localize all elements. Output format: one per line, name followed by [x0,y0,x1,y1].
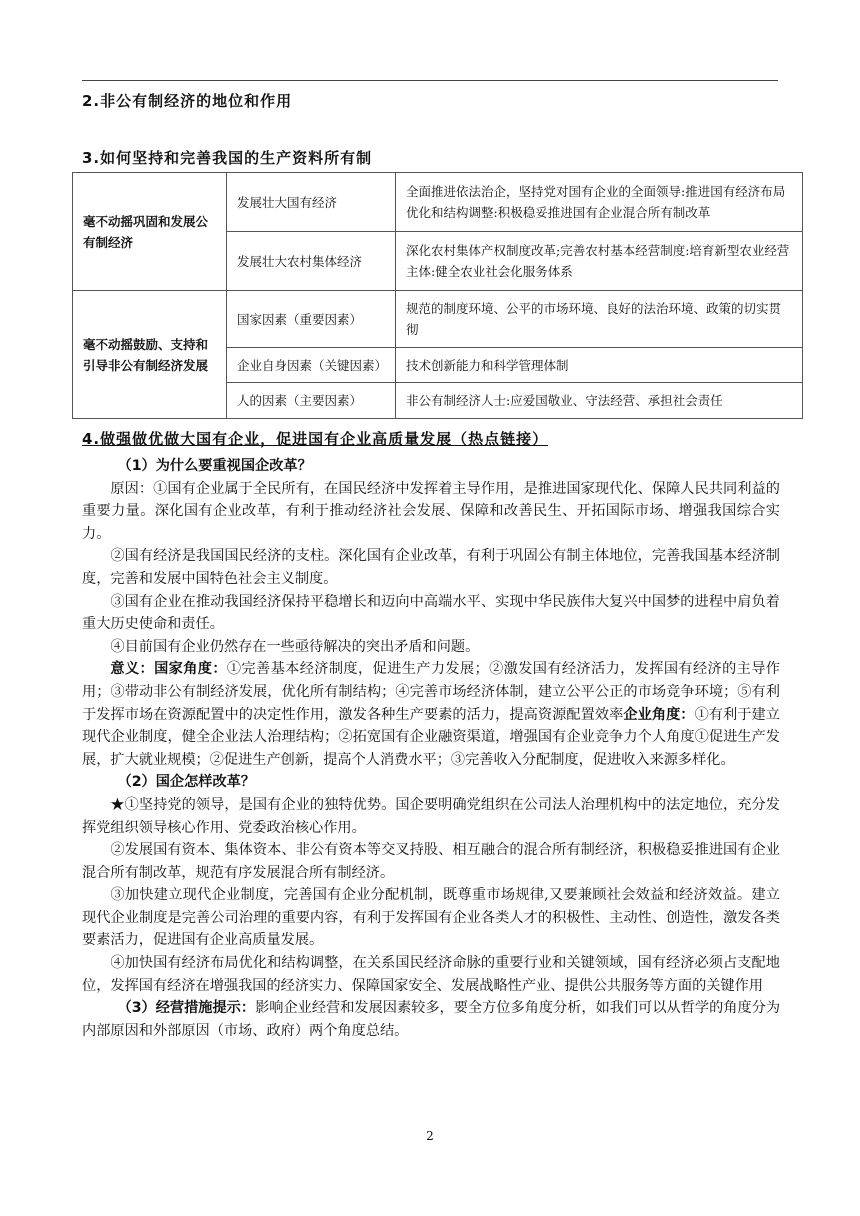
paragraph: ④加快国有经济布局优化和结构调整，在关系国民经济命脉的重要行业和关键领域，国有经济必须占支配地位，发挥国有经济在增强我国的经济实力、保障国家安全、发展战略性产业、提供公共服务等方面的关键作用 [82,955,780,994]
body-text [82,455,780,1042]
section-1-title: （1）为什么要重视国企改革？ [117,458,312,474]
table-subcategory: 企业自身因素（关键因素） [227,348,396,383]
heading-3: 3.如何坚持和完善我国的生产资料所有制 [82,149,373,167]
paragraph: ③加快建立现代企业制度，完善国有企业分配机制，既尊重市场规律,又要兼顾社会效益和经济效益。建立现代企业制度是完善公司治理的重要内容，有利于发挥国有企业各类人才的积极性、主动性、创造性，激发各类要素活力，促进国有企业高质量发展。 [82,887,780,949]
table-subcategory: 发展壮大国有经济 [227,173,396,232]
significance-paragraph [82,658,780,771]
paragraph: ④目前国有企业仍然存在一些亟待解决的突出矛盾和问题。 [110,638,480,655]
ownership-table [72,172,803,419]
paragraph: 原因：①国有企业属于全民所有，在国民经济中发挥着主导作用，是推进国家现代化、保障人民共同利益的重要力量。深化国有企业改革，有利于推动经济社会发展、保障和改善民生、开拓国际市场、增强我国综合实力。 [82,480,780,542]
paragraph: ★①坚持党的领导，是国有企业的独特优势。国企要明确党组织在公司法人治理机构中的法定地位，充分发挥党组织领导核心作用、党委政治核心作用。 [82,796,780,836]
section-2-title: （2）国企怎样改革？ [117,774,256,791]
table-content: 全面推进依法治企，坚持党对国有企业的全面领导:推进国有经济布局优化和结构调整:积极稳妥推进国有企业混合所有制改革 [396,173,803,232]
table-content: 技术创新能力和科学管理体制 [396,348,803,383]
heading-2: 2.非公有制经济的地位和作用 [82,92,293,110]
paragraph: ②发展国有资本、集体资本、非公有资本等交叉持股、相互融合的混合所有制经济，积极稳妥推进国有企业混合所有制改革，规范有序发展混合所有制经济。 [82,842,780,881]
table-row [73,173,803,232]
table-content: 深化农村集体产权制度改革;完善农村基本经营制度:培育新型农业经营主体:健全农业社会化服务体系 [396,232,803,291]
page-number: 2 [426,1129,434,1143]
table-category-nonpublic: 毫不动摇鼓励、支持和引导非公有制经济发展 [73,291,227,419]
table-subcategory: 人的因素（主要因素） [227,383,396,419]
table-subcategory: 国家因素（重要因素） [227,291,396,348]
table-subcategory: 发展壮大农村集体经济 [227,232,396,291]
label-national: 国家角度： [154,661,227,678]
paragraph: ②国有经济是我国国民经济的支柱。深化国有企业改革，有利于巩固公有制主体地位，完善我国基本经济制度，完善和发展中国特色社会主义制度。 [82,548,780,587]
label-significance: 意义： [110,661,155,678]
paragraph [82,997,780,1042]
section-3-text: 影响企业经营和发展因素较多，要全方位多角度分析，如我们可以从哲学的角度分为内部原因和外部原因（市场、政府）两个角度总结。 [82,1000,781,1039]
paragraph: ③国有企业在推动我国经济保持平稳增长和迈向中高端水平、实现中华民族伟大复兴中国梦的进程中肩负着重大历史使命和责任。 [82,593,780,633]
table-content: 规范的制度环境、公平的市场环境、良好的法治环境、政策的切实贯彻 [396,291,803,348]
header-rule [82,80,778,81]
table-row [73,291,803,348]
heading-4: 4.做强做优做大国有企业，促进国有企业高质量发展（热点链接） [82,430,549,448]
section-3-title: （3）经营措施提示： [117,1000,256,1017]
national-text: ①完善基本经济制度，促进生产力发展；②激发国有经济活力，发挥国有经济的主导作用；③带动非公有制经济发展，优化所有制结构；④完善市场经济体制，建立公平公正的市场竞争环境；⑤有利于发挥市场在资源配置中的决定性作用，激发各种生产要素的活力，提高资源配置效率 [82,661,780,723]
table-content: 非公有制经济人士:应爱国敬业、守法经营、承担社会责任 [396,383,803,419]
table-category-public: 毫不动摇巩固和发展公有制经济 [73,173,227,291]
enterprise-text: ①有利于建立现代企业制度，健全企业法人治理结构；②拓宽国有企业融资渠道，增强国有企业竞争力个人角度①促进生产发展，扩大就业规模；②促进生产创新，提高个人消费水平；③完善收入分配制度，促进收入来源多样化。 [82,706,780,768]
label-enterprise: 企业角度： [623,706,695,723]
